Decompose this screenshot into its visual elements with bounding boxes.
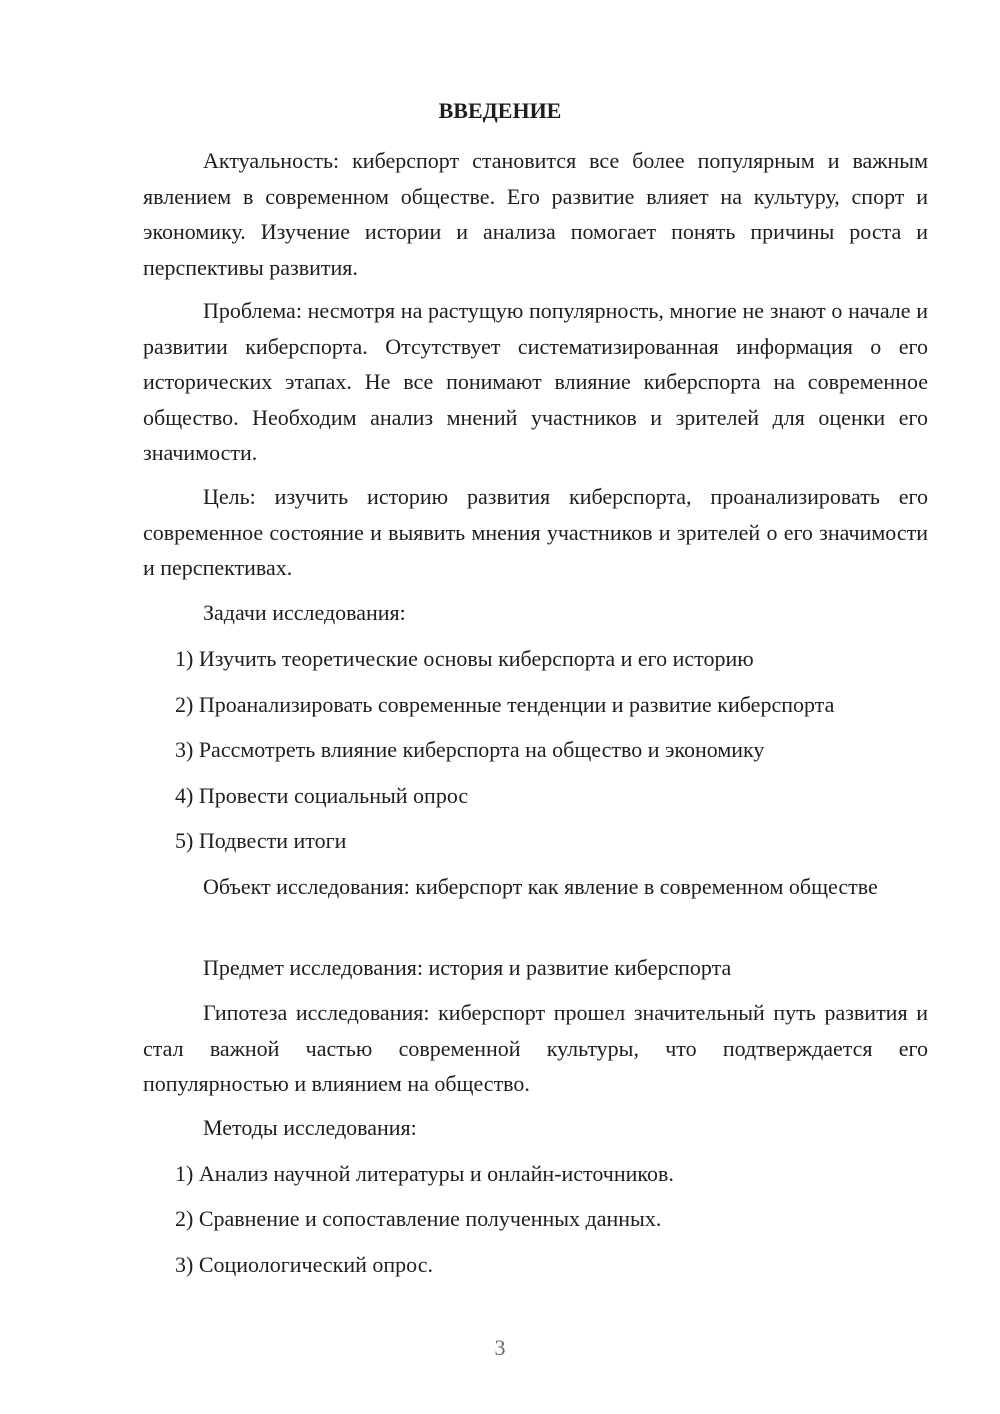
relevance-paragraph: Актуальность: киберспорт становится все более популярным и важным явлением в современном обществе. Его развитие влияет на культуру, спорт и экономику. Изучение истории и анализа помогает понять причины роста и перспективы развития. [143,148,928,280]
method-item-1: 1) Анализ научной литературы и онлайн-источников. [175,1161,674,1186]
task-item-3: 3) Рассмотреть влияние киберспорта на общество и экономику [175,737,765,762]
task-item-5: 5) Подвести итоги [175,828,347,853]
problem-paragraph: Проблема: несмотря на растущую популярность, многие не знают о начале и развитии киберспорта. Отсутствует систематизированная информация о его исторических этапах. Не все понимают влияние киберспорта на современное общество. Необходим анализ мнений участников и зрителей для оценки его значимости. [143,298,928,465]
task-item-4: 4) Провести социальный опрос [175,783,469,808]
goal-paragraph: Цель: изучить историю развития киберспорта, проанализировать его современное состояние и выявить мнения участников и зрителей о его значимости и перспективах. [143,484,928,580]
tasks-title: Задачи исследования: [203,600,406,625]
methods-title: Методы исследования: [203,1115,417,1140]
hypothesis-paragraph: Гипотеза исследования: киберспорт прошел значительный путь развития и стал важной частью современной культуры, что подтверждается его популярностью и влиянием на общество. [143,1000,928,1096]
method-item-3: 3) Социологический опрос. [175,1252,433,1277]
task-item-1: 1) Изучить теоретические основы киберспорта и его историю [175,646,754,671]
page-number: 3 [494,1335,506,1360]
subject-paragraph: Предмет исследования: история и развитие киберспорта [203,955,732,980]
section-heading: ВВЕДЕНИЕ [438,98,562,123]
method-item-2: 2) Сравнение и сопоставление полученных данных. [175,1206,662,1231]
object-paragraph: Объект исследования: киберспорт как явление в современном обществе [203,874,878,899]
task-item-2: 2) Проанализировать современные тенденции и развитие киберспорта [175,692,835,717]
